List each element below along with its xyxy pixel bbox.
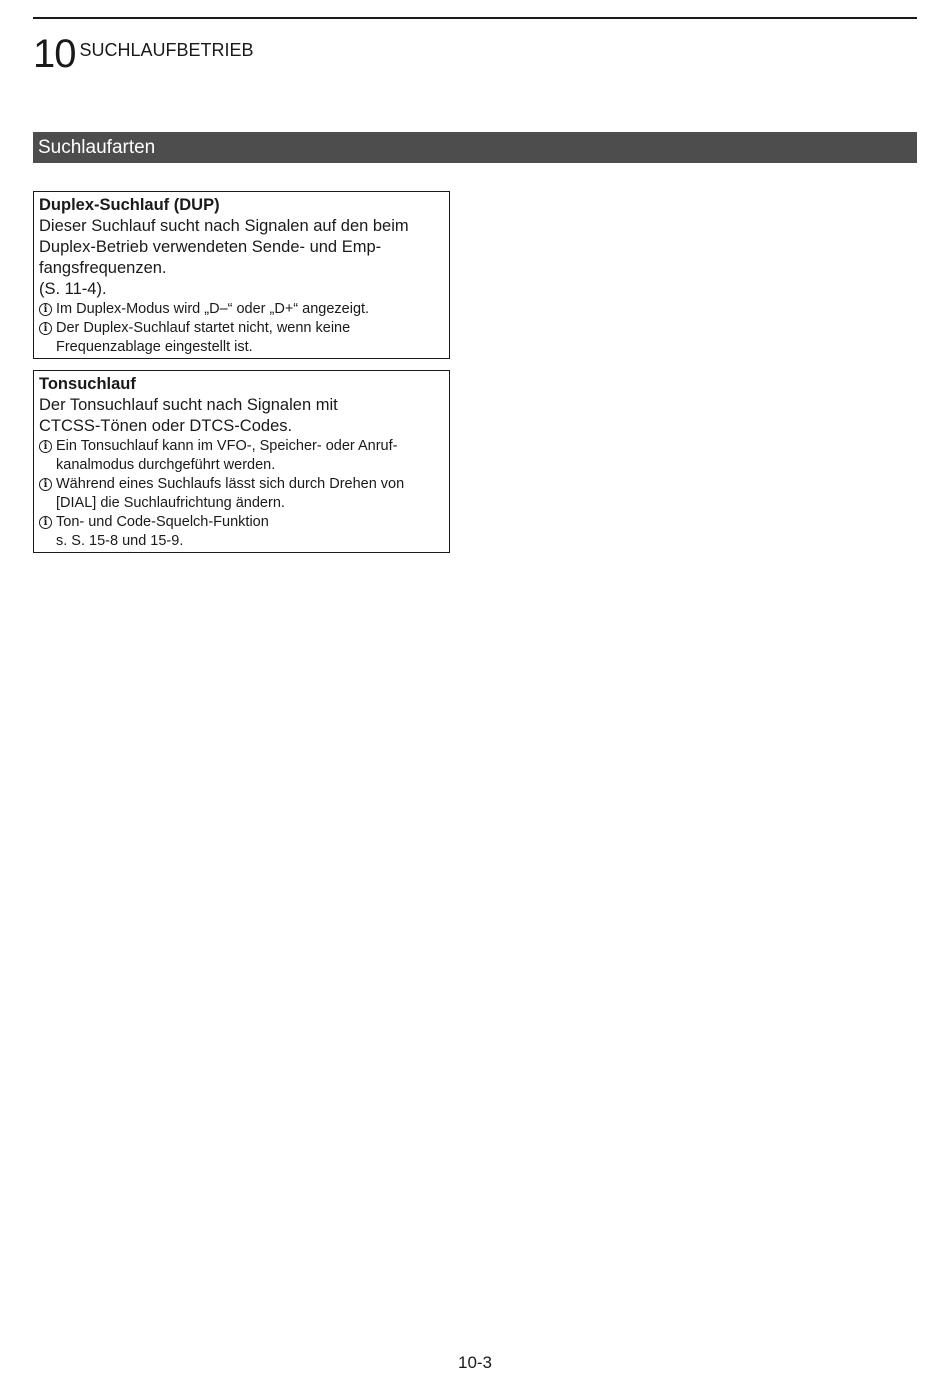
note-item <box>39 475 441 513</box>
note-line: Frequenzablage eingestellt ist. <box>56 339 253 355</box>
box-body-line: Duplex-Betrieb verwendeten Sende- und Emp- <box>39 238 382 256</box>
box-title: Tonsuchlauf <box>39 375 136 393</box>
chapter-heading <box>33 30 254 78</box>
note-line: s. S. 15-8 und 15-9. <box>56 533 184 549</box>
note-line: [DIAL] die Suchlaufrichtung ändern. <box>56 495 285 511</box>
box-body-line: fangsfrequenzen. <box>39 259 167 277</box>
page-number: 10-3 <box>457 1353 493 1372</box>
info-circle-icon: i <box>39 478 52 491</box>
note-item <box>39 437 441 475</box>
note-item <box>39 513 441 551</box>
duplex-scan-box <box>33 191 450 359</box>
header-rule <box>33 17 917 19</box>
info-circle-icon: i <box>39 322 52 335</box>
note-line: Während eines Suchlaufs lässt sich durch Drehen von <box>56 476 405 492</box>
tone-scan-box <box>33 370 450 553</box>
note-line: kanalmodus durchgeführt werden. <box>56 457 276 473</box>
info-circle-icon: i <box>39 440 52 453</box>
section-title: Suchlaufarten <box>33 132 917 163</box>
note-item <box>39 300 441 319</box>
box-body-line: Dieser Suchlauf sucht nach Signalen auf den beim <box>39 217 409 235</box>
note-line: Ein Tonsuchlauf kann im VFO-, Speicher- oder Anruf- <box>56 438 398 454</box>
chapter-title: SUCHLAUFBETRIEB <box>79 40 254 60</box>
note-line: Ton- und Code-Squelch-Funktion <box>56 514 269 530</box>
box-body-line: CTCSS-Tönen oder DTCS-Codes. <box>39 417 293 435</box>
note-line: Der Duplex-Suchlauf startet nicht, wenn keine <box>56 320 351 336</box>
info-circle-icon: i <box>39 303 52 316</box>
note-line: Im Duplex-Modus wird „D–“ oder „D+“ angezeigt. <box>56 301 370 317</box>
box-body-line: Der Tonsuchlauf sucht nach Signalen mit <box>39 396 338 414</box>
box-title: Duplex-Suchlauf (DUP) <box>39 196 220 214</box>
info-circle-icon: i <box>39 516 52 529</box>
chapter-number: 10 <box>33 32 76 76</box>
box-body-line: (S. 11-4). <box>39 280 107 298</box>
note-item <box>39 319 441 357</box>
